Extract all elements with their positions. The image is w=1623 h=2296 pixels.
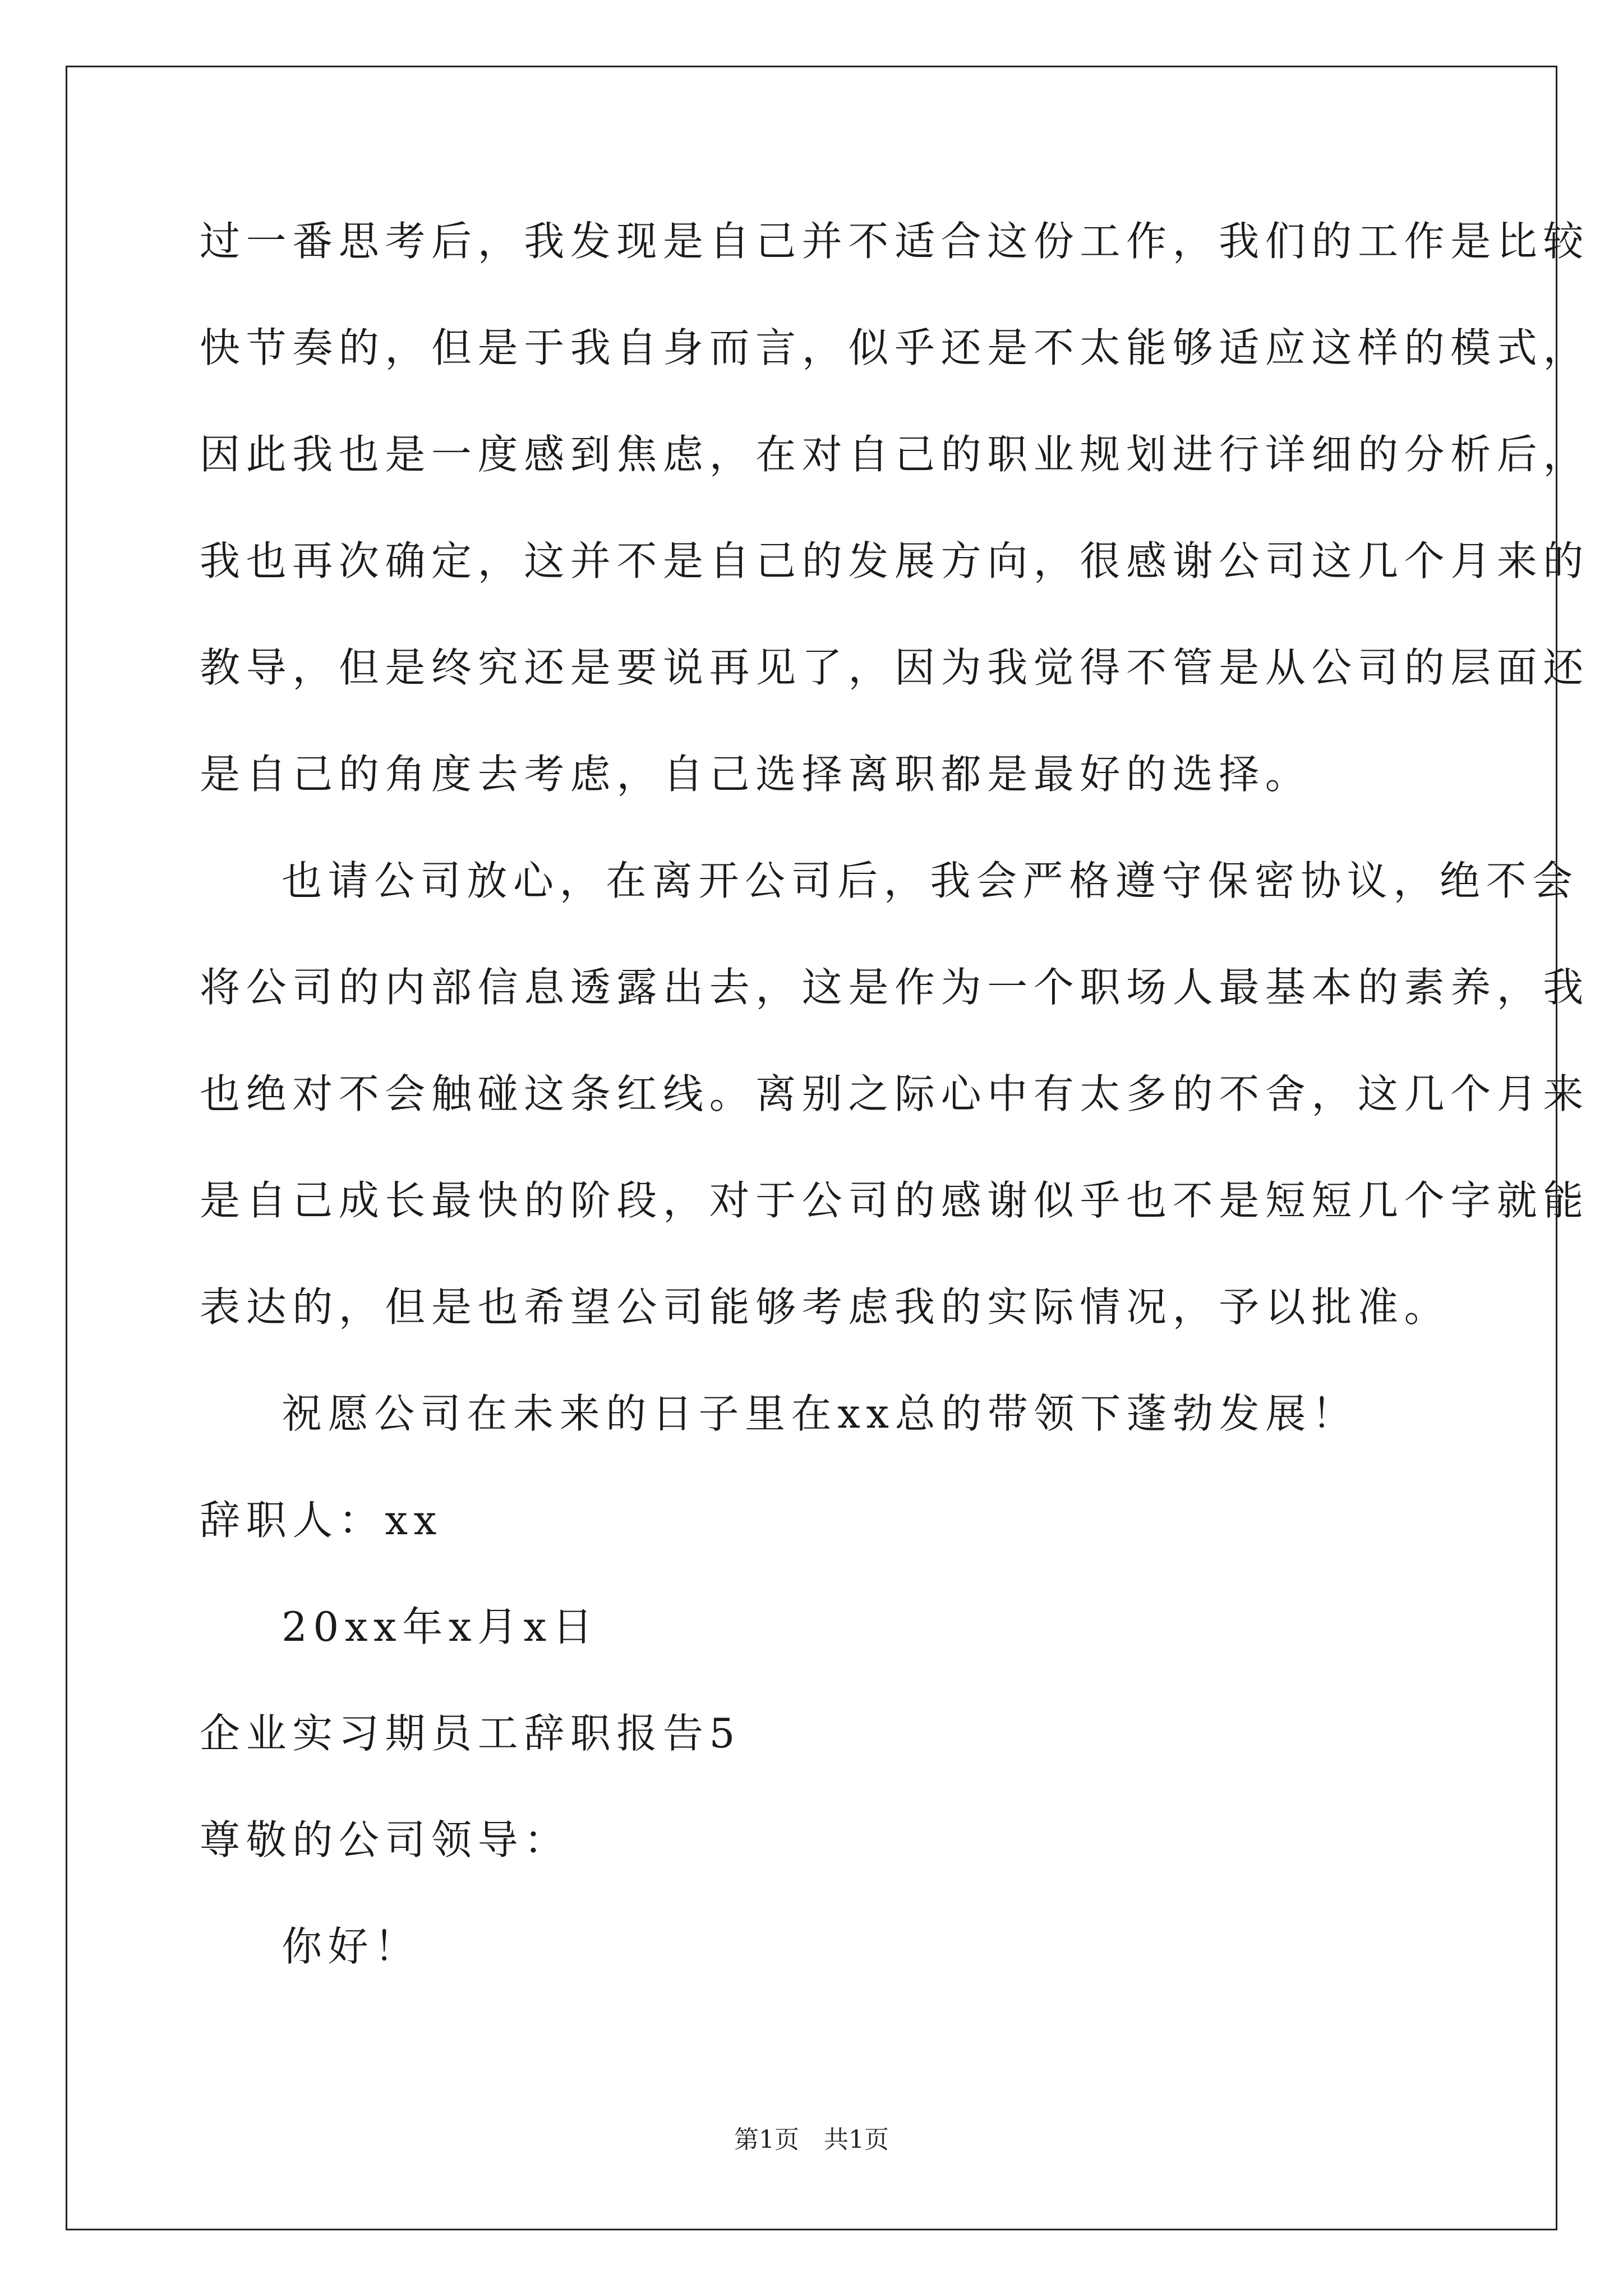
greeting: 你好！ xyxy=(282,1923,421,1970)
signatory: 辞职人：xx xyxy=(200,1497,442,1544)
paragraph-line: 是自己的角度去考虑，自己选择离职都是最好的选择。 xyxy=(200,751,1312,798)
paragraph-line: 也绝对不会触碰这条红线。离别之际心中有太多的不舍，这几个月来 xyxy=(200,1070,1590,1117)
paragraph-line: 也请公司放心，在离开公司后，我会严格遵守保密协议，绝不会 xyxy=(282,857,1579,904)
paragraph-line: 因此我也是一度感到焦虑，在对自己的职业规划进行详细的分析后， xyxy=(200,431,1590,478)
paragraph-line: 我也再次确定，这并不是自己的发展方向，很感谢公司这几个月来的 xyxy=(200,537,1590,585)
paragraph-line: 将公司的内部信息透露出去，这是作为一个职场人最基本的素养，我 xyxy=(200,964,1590,1011)
page-number-footer: 第1页 共1页 xyxy=(734,2125,889,2154)
salutation: 尊敬的公司领导： xyxy=(200,1816,570,1864)
paragraph-line: 教导，但是终究还是要说再见了，因为我觉得不管是从公司的层面还 xyxy=(200,644,1590,691)
page-border xyxy=(66,66,1557,2230)
section-title: 企业实习期员工辞职报告5 xyxy=(200,1710,741,1757)
paragraph-line: 快节奏的，但是于我自身而言，似乎还是不太能够适应这样的模式， xyxy=(200,324,1590,371)
date-line: 20xx年x月x日 xyxy=(282,1603,599,1650)
paragraph-line: 表达的，但是也希望公司能够考虑我的实际情况，予以批准。 xyxy=(200,1283,1451,1331)
paragraph-line: 是自己成长最快的阶段，对于公司的感谢似乎也不是短短几个字就能 xyxy=(200,1177,1590,1224)
closing-wish: 祝愿公司在未来的日子里在xx总的带领下蓬勃发展！ xyxy=(282,1390,1358,1437)
paragraph-line: 过一番思考后，我发现是自己并不适合这份工作，我们的工作是比较 xyxy=(200,218,1590,265)
